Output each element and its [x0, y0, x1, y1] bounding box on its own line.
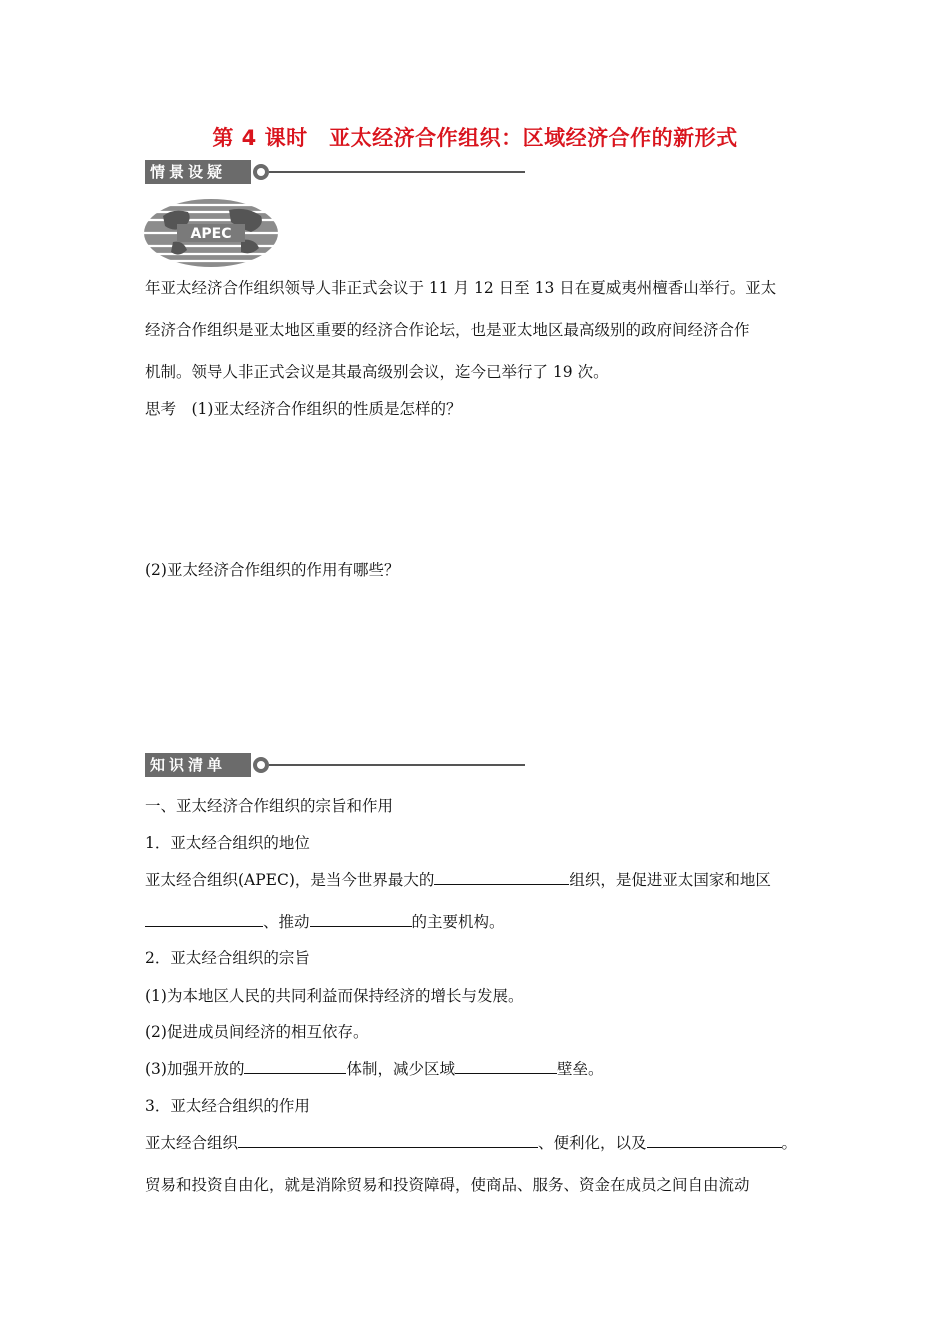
- section-label: 情景设疑: [145, 160, 251, 184]
- intro-line-1: 年亚太经济合作组织领导人非正式会议于 11 月 12 日至 13 日在夏威夷州檀香山举行。亚太: [145, 279, 777, 297]
- fill-blank[interactable]: [434, 870, 569, 885]
- text-segment: 亚太经合组织: [145, 1134, 239, 1152]
- text-segment: 组织，是促进亚太国家和地区: [569, 871, 771, 889]
- fill-blank[interactable]: [647, 1133, 782, 1148]
- think-question-2: (2)亚太经济合作组织的作用有哪些？: [145, 561, 400, 579]
- page-title: 第 4 课时 亚太经济合作组织：区域经济合作的新形式: [212, 126, 738, 150]
- fill-blank[interactable]: [238, 1133, 538, 1148]
- subheading-purpose: 2．亚太经合组织的宗旨: [145, 949, 310, 967]
- text-segment: 、推动: [263, 913, 310, 931]
- logo-text: APEC: [190, 226, 232, 242]
- status-line-2: [145, 910, 505, 932]
- fill-blank[interactable]: [244, 1059, 346, 1074]
- intro-line-3: 机制。领导人非正式会议是其最高级别会议，迄今已举行了 19 次。: [145, 363, 609, 381]
- heading-purpose-role: 一、亚太经济合作组织的宗旨和作用: [145, 797, 394, 815]
- fill-blank[interactable]: [455, 1059, 557, 1074]
- role-line-2: 贸易和投资自由化，就是消除贸易和投资障碍，使商品、服务、资金在成员之间自由流动: [145, 1176, 750, 1194]
- text-segment: 的主要机构。: [411, 913, 505, 931]
- text-segment: 壁垒。: [556, 1060, 604, 1078]
- purpose-item-3: [145, 1057, 604, 1079]
- role-line-1: [145, 1131, 797, 1153]
- subheading-role: 3．亚太经合组织的作用: [145, 1097, 310, 1115]
- think-question-1: 思考 (1)亚太经济合作组织的性质是怎样的？: [145, 400, 462, 418]
- status-line-1: [145, 868, 771, 890]
- section-divider: [269, 764, 525, 766]
- bullet-icon: [253, 757, 269, 773]
- text-segment: 、便利化，以及: [538, 1134, 647, 1152]
- purpose-item-1: (1)为本地区人民的共同利益而保持经济的增长与发展。: [145, 987, 524, 1005]
- section-divider: [269, 171, 525, 173]
- text-segment: (3)加强开放的: [145, 1060, 245, 1078]
- purpose-item-2: (2)促进成员间经济的相互依存。: [145, 1023, 369, 1041]
- section-label: 知识清单: [145, 753, 251, 777]
- intro-line-2: 经济合作组织是亚太地区重要的经济合作论坛，也是亚太地区最高级别的政府间经济合作: [145, 321, 750, 339]
- bullet-icon: [253, 164, 269, 180]
- text-segment: 体制，减少区域: [346, 1060, 455, 1078]
- fill-blank[interactable]: [310, 912, 412, 927]
- subheading-status: 1．亚太经合组织的地位: [145, 834, 310, 852]
- text-segment: 亚太经合组织(APEC)，是当今世界最大的: [145, 871, 435, 889]
- apec-globe-logo: [143, 198, 279, 268]
- section-header-knowledge: [145, 753, 525, 779]
- text-segment: 。: [781, 1134, 798, 1152]
- fill-blank[interactable]: [145, 912, 263, 927]
- section-header-scenario: [145, 160, 525, 186]
